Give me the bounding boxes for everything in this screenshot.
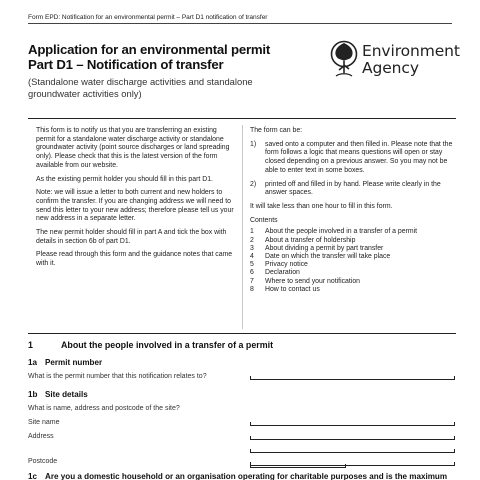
contents-item: 4 Date on which the transfer will take place [250,252,391,260]
form-options-intro: The form can be: [250,127,303,134]
form-reference-header: Form EPD: Notification for an environmental permit – Part D1 notification of transfer [28,14,268,21]
address-field-line-1[interactable] [250,436,455,440]
page-title: Application for an environmental permit [28,42,271,57]
site-name-label: Site name [28,419,60,426]
contents-list [250,228,456,294]
question-1c-heading: 1c Are you a domestic household or an organisation operating for charitable purposes and is the maximum [28,472,448,480]
site-name-field[interactable] [250,422,455,426]
contents-item: 8 How to contact us [250,285,320,293]
question-1a-text: What is the permit number that this notification relates to? [28,373,207,380]
intro-column-divider [242,125,243,329]
intro-paragraph: Note: we will issue a letter to both current and new holders to confirm the transfer. If you are changing address we will need to send this letter to your new address; therefore please tell us your new address in a separate letter. [36,189,234,223]
question-1b-heading: 1b Site details [28,390,88,399]
list-item: 2) printed off and filled in by hand. Please write clearly in the answer spaces. [250,180,441,197]
intro-paragraph: This form is to notify us that you are transferring an existing permit for a standalone water discharge activity or standalone groundwater activity (point source discharges or land spreading only). Please check that this is the latest version of the form available from our website. [36,127,230,169]
question-1a-heading: 1a Permit number [28,358,103,367]
list-item: 1) saved onto a computer and then filled in. Please note that the form follows a logic that means questions will open or stay closed depending on a previous answer. So you may not be able to enter text in some boxes. [250,140,453,174]
contents-item: 1 About the people involved in a transfer of a permit [250,228,418,236]
postcode-field[interactable] [250,464,346,468]
question-1b-text: What is name, address and postcode of the site? [28,405,180,412]
contents-item: 7 Where to send your notification [250,277,360,285]
contents-item: 6 Declaration [250,269,300,277]
intro-paragraph: As the existing permit holder you should fill in this part D1. [36,175,213,183]
section-number: 1 [28,340,33,350]
intro-right-column [250,127,456,294]
page-subtitle: (Standalone water discharge activities and standalone groundwater activities only) [28,76,253,99]
permit-number-field[interactable] [250,376,455,380]
postcode-label: Postcode [28,458,58,465]
logo-text-line2: Agency [362,59,419,77]
environment-agency-logo [326,40,460,84]
time-note: It will take less than one hour to fill in this form. [250,202,393,210]
contents-item: 2 About a transfer of holdership [250,236,356,244]
intro-paragraph: The new permit holder should fill in part A and tick the box with details in section 6b of part D1. [36,229,227,245]
section-title: About the people involved in a transfer of a permit [61,340,274,350]
tree-icon [326,40,362,80]
contents-item: 5 Privacy notice [250,261,308,269]
intro-paragraph: Please read through this form and the guidance notes that came with it. [36,251,233,268]
title-block [28,42,288,99]
intro-box [28,118,456,334]
header-divider [28,23,452,24]
address-label: Address [28,433,54,440]
contents-heading: Contents [250,216,278,224]
page-subtitle-part: Part D1 – Notification of transfer [28,57,224,72]
contents-item: 3 About dividing a permit by part transfer [250,244,384,252]
address-field-line-2[interactable] [250,449,455,453]
form-options-list [250,141,456,198]
section-1-heading [28,340,273,350]
logo-text-line1: Environment [362,42,460,60]
intro-left-column [36,127,234,274]
